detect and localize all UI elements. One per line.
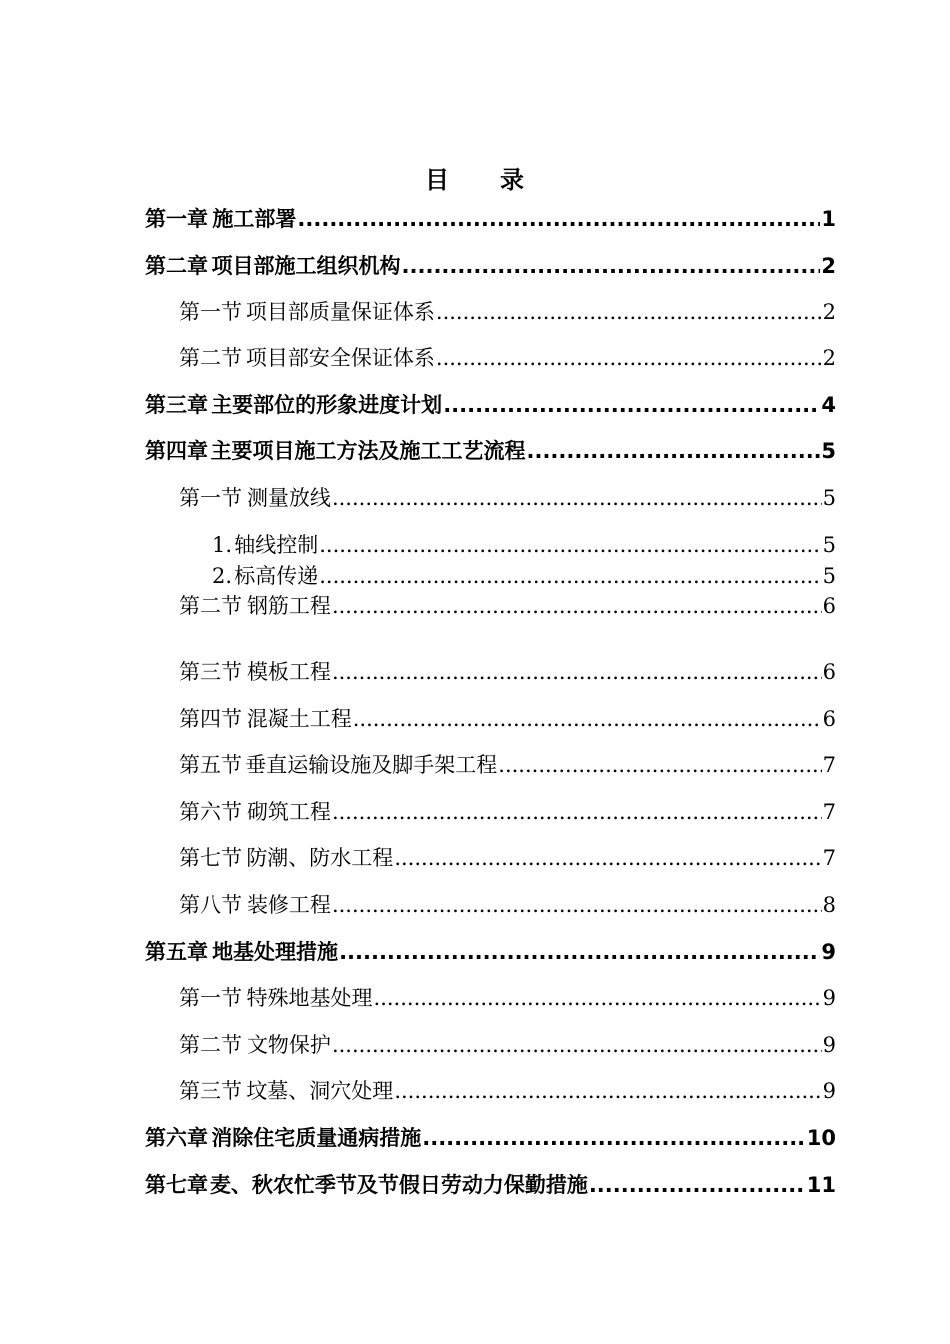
toc-entry-section[interactable] (179, 843, 836, 873)
toc-entry-section[interactable] (179, 750, 836, 780)
toc-entry-chapter-7[interactable] (145, 1170, 836, 1200)
toc-entry-chapter-1[interactable] (145, 204, 836, 234)
toc-entry-page: 10 (806, 1126, 836, 1150)
toc-entry-text: 钢筋工程 (246, 594, 331, 618)
toc-entry-page: 6 (822, 660, 836, 684)
dot-leader (589, 1170, 806, 1200)
dot-leader (436, 343, 822, 373)
toc-entry-page: 2 (822, 346, 836, 370)
toc-entry-page: 9 (822, 1079, 836, 1103)
toc-entry-page: 6 (822, 594, 836, 618)
toc-entry-label: 第一节 (179, 986, 242, 1010)
dot-leader (526, 436, 820, 466)
toc-entry-text: 模板工程 (246, 660, 331, 684)
toc-entry-page: 9 (822, 1033, 836, 1057)
toc-entry-label: 第七节 (179, 846, 242, 870)
toc-entry-page: 9 (821, 940, 836, 964)
toc-entry-text: 主要项目施工方法及施工工艺流程 (210, 439, 526, 463)
dot-leader (332, 591, 822, 621)
toc-entry-text: 项目部质量保证体系 (245, 300, 435, 324)
dot-leader (498, 750, 821, 780)
toc-entry-page: 11 (806, 1173, 836, 1197)
toc-entry-text: 砌筑工程 (246, 800, 331, 824)
toc-entry-section[interactable] (179, 890, 836, 920)
dot-leader (443, 390, 820, 420)
dot-leader (332, 657, 822, 687)
toc-entry-label: 第八节 (179, 893, 242, 917)
toc-entry-label: 第一节 (179, 486, 242, 510)
toc-entry-label: 第四章 (145, 439, 208, 463)
dot-leader (319, 561, 821, 591)
toc-entry-text: 测量放线 (246, 486, 331, 510)
toc-entry-page: 4 (821, 393, 836, 417)
dot-leader (374, 983, 822, 1013)
dot-leader (394, 1076, 821, 1106)
toc-entry-page: 7 (822, 846, 836, 870)
toc-entry-chapter-2[interactable] (145, 251, 836, 281)
toc-entry-page: 5 (822, 533, 836, 557)
toc-entry-text: 垂直运输设施及脚手架工程 (245, 753, 498, 777)
toc-title: 目 录 (425, 166, 525, 194)
toc-entry-chapter-4[interactable] (145, 436, 836, 466)
toc-entry-text: 施工部署 (212, 207, 297, 231)
toc-entry-section[interactable] (179, 704, 836, 734)
toc-entry-label: 第五节 (179, 753, 242, 777)
toc-entry-page: 7 (822, 753, 836, 777)
toc-entry-page: 5 (821, 439, 836, 463)
toc-entry-chapter-6[interactable] (145, 1123, 836, 1153)
toc-entry-text: 坟墓、洞穴处理 (246, 1079, 394, 1103)
toc-entry-section[interactable] (179, 797, 836, 827)
toc-entry-section[interactable] (179, 483, 836, 513)
toc-entry-text: 地基处理措施 (212, 940, 339, 964)
toc-entry-page: 1 (821, 207, 836, 231)
toc-entry-page: 5 (822, 486, 836, 510)
toc-entry-label: 第三节 (179, 1079, 242, 1103)
dot-leader (332, 483, 822, 513)
toc-entry-page: 6 (822, 707, 836, 731)
toc-entry-label: 第二节 (179, 1033, 242, 1057)
dot-leader (353, 704, 822, 734)
toc-entry-text: 装修工程 (246, 893, 331, 917)
toc-entry-text: 项目部安全保证体系 (245, 346, 435, 370)
toc-entry-text: 轴线控制 (234, 533, 319, 557)
toc-entry-text: 消除住宅质量通病措施 (211, 1126, 422, 1150)
toc-entry-label: 2. (212, 564, 233, 588)
toc-entry-subsection[interactable] (212, 561, 836, 591)
dot-leader (332, 890, 822, 920)
toc-entry-page: 7 (822, 800, 836, 824)
toc-entry-page: 2 (822, 300, 836, 324)
toc-entry-text: 文物保护 (246, 1033, 331, 1057)
toc-entry-text: 麦、秋农忙季节及节假日劳动力保勤措施 (209, 1173, 588, 1197)
toc-entry-text: 项目部施工组织机构 (211, 254, 401, 278)
toc-entry-page: 9 (822, 986, 836, 1010)
toc-entry-section[interactable] (179, 343, 836, 373)
toc-entry-text: 标高传递 (234, 564, 319, 588)
dot-leader (394, 843, 821, 873)
toc-entry-text: 主要部位的形象进度计划 (211, 393, 443, 417)
toc-entry-page: 2 (821, 254, 836, 278)
toc-entry-section[interactable] (179, 657, 836, 687)
toc-entry-label: 第一章 (145, 207, 208, 231)
dot-leader (297, 204, 820, 234)
dot-leader (339, 937, 820, 967)
dot-leader (332, 1030, 822, 1060)
toc-entry-label: 第五章 (145, 940, 208, 964)
toc-entry-label: 第二节 (179, 346, 242, 370)
toc-entry-section[interactable] (179, 983, 836, 1013)
toc-entry-page: 8 (822, 893, 836, 917)
dot-leader (422, 1123, 806, 1153)
toc-entry-chapter-3[interactable] (145, 390, 836, 420)
toc-entry-label: 第二节 (179, 594, 242, 618)
toc-entry-text: 防潮、防水工程 (246, 846, 394, 870)
toc-entry-subsection[interactable] (212, 530, 836, 560)
toc-entry-text: 特殊地基处理 (246, 986, 373, 1010)
toc-entry-section[interactable] (179, 1076, 836, 1106)
dot-leader (436, 297, 822, 327)
toc-entry-label: 第七章 (145, 1173, 208, 1197)
toc-entry-page: 5 (822, 564, 836, 588)
toc-entry-label: 第二章 (145, 254, 208, 278)
toc-entry-text: 混凝土工程 (246, 707, 352, 731)
toc-entry-section[interactable] (179, 1030, 836, 1060)
dot-leader (402, 251, 821, 281)
toc-entry-label: 1. (212, 533, 233, 557)
toc-entry-label: 第三章 (145, 393, 208, 417)
toc-entry-chapter-5[interactable] (145, 937, 836, 967)
toc-entry-label: 第六章 (145, 1126, 208, 1150)
toc-entry-section[interactable] (179, 591, 836, 621)
toc-entry-section[interactable] (179, 297, 836, 327)
toc-entry-label: 第三节 (179, 660, 242, 684)
toc-entry-label: 第一节 (179, 300, 242, 324)
toc-entry-label: 第四节 (179, 707, 242, 731)
dot-leader (332, 797, 822, 827)
toc-entry-label: 第六节 (179, 800, 242, 824)
dot-leader (319, 530, 821, 560)
